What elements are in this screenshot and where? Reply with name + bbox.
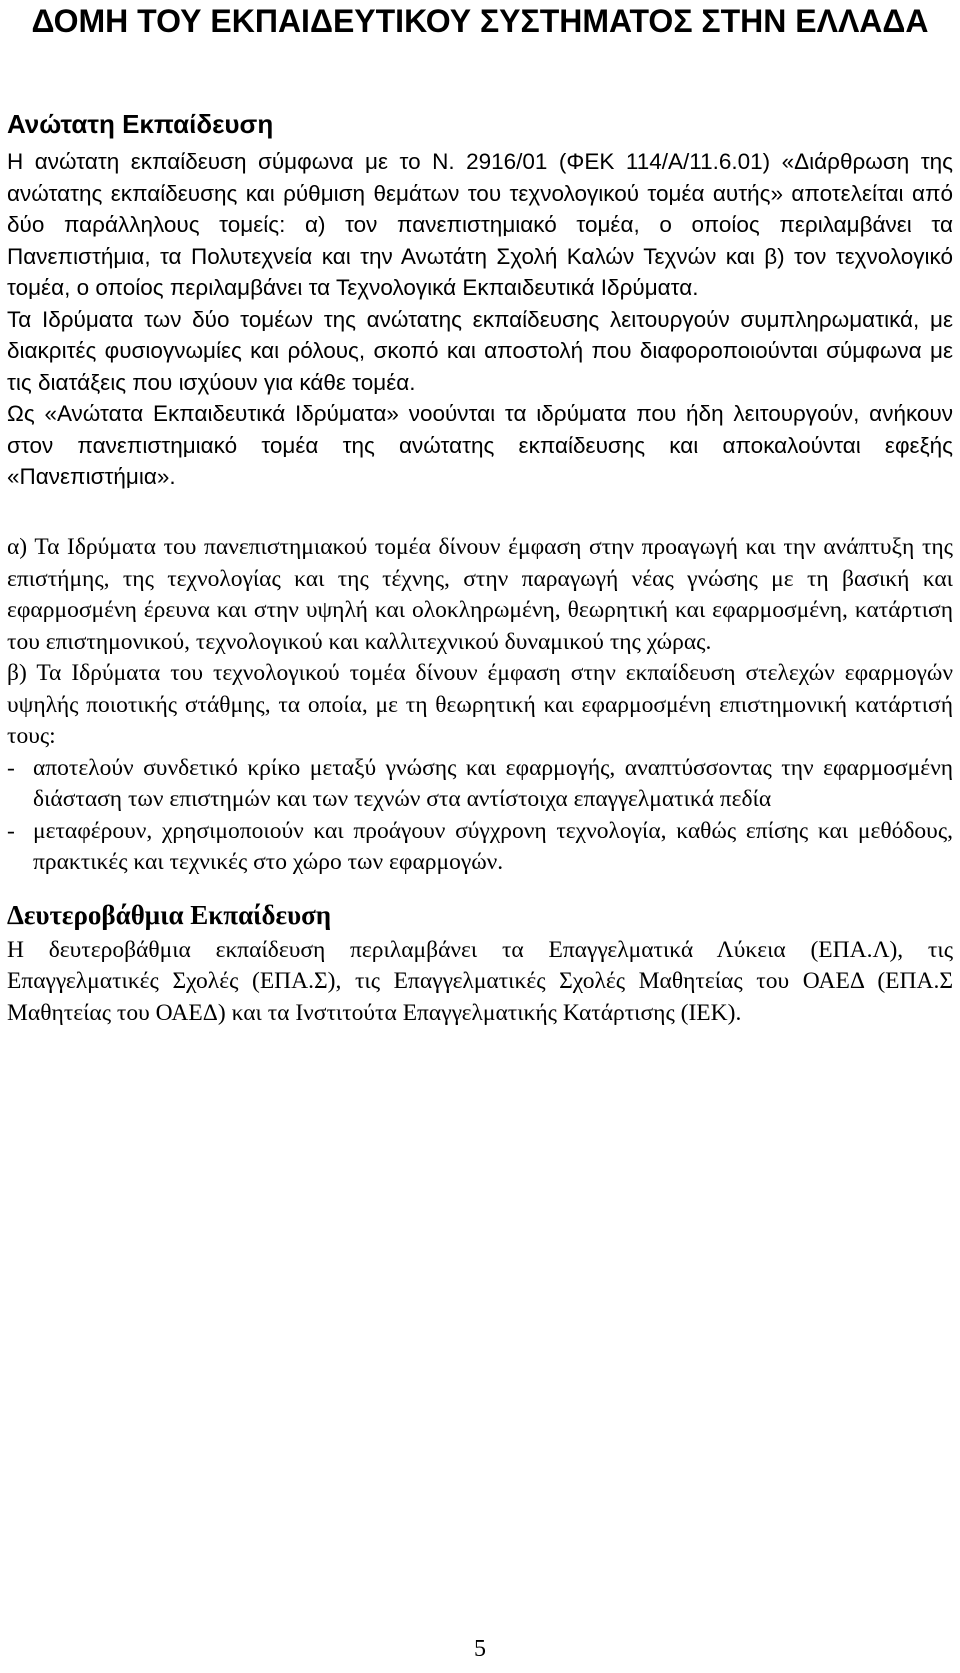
- paragraph: α) Τα Ιδρύματα του πανεπιστημιακού τομέα δίνουν έμφαση στην προαγωγή και την ανάπτυξη της επιστήμης, της τεχνολογίας και της τέχνης, στην παραγωγή νέας γνώσης με τη βασική και εφαρμοσμένη έρευνα και στην υψηλή και ολοκληρωμένη, θεωρητική και εφαρμοσμένη, κατάρτιση του επιστημονικού, τεχνολογικού και καλλιτεχνικού δυναμικού της χώρας.: [7, 534, 953, 655]
- list-item: [7, 816, 953, 879]
- paragraph: Η ανώτατη εκπαίδευση σύμφωνα με το Ν. 2916/01 (ΦΕΚ 114/Α/11.6.01) «Διάρθρωση της ανώτατης εκπαίδευσης και ρύθμιση θεμάτων του τεχνολογικού τομέα αυτής» αποτελείται από δύο παράλληλους τομείς: α) τον πανεπιστημιακό τομέα, ο οποίος περιλαμβάνει τα Πανεπιστήμια, τα Πολυτεχνεία και την Ανωτάτη Σχολή Καλών Τεχνών και β) τον τεχνολογικό τομέα, ο οποίος περιλαμβάνει τα Τεχνολογικά Εκπαιδευτικά Ιδρύματα.: [7, 149, 953, 300]
- document-title: ΔΟΜΗ ΤΟΥ ΕΚΠΑΙΔΕΥΤΙΚΟΥ ΣΥΣΤΗΜΑΤΟΣ ΣΤΗΝ ΕΛΛΑΔΑ: [31, 3, 929, 39]
- bullet-dash: -: [7, 754, 15, 781]
- paragraph: Τα Ιδρύματα των δύο τομέων της ανώτατης εκπαίδευσης λειτουργούν συμπληρωματικά, με διακριτές φυσιογνωμίες και ρόλους, σκοπό και αποστολή που διαφοροποιούνται σύμφωνα με τις διατάξεις που ισχύουν για κάθε τομέα.: [7, 306, 953, 395]
- page-number: 5: [474, 1636, 486, 1662]
- higher-education-section: [7, 108, 953, 493]
- paragraph: Η δευτεροβάθμια εκπαίδευση περιλαμβάνει τα Επαγγελματικά Λύκεια (ΕΠΑ.Λ), τις Επαγγελματικές Σχολές (ΕΠΑ.Σ), τις Επαγγελματικές Σχολές Μαθητείας του ΟΑΕΔ (ΕΠΑ.Σ Μαθητείας του ΟΑΕΔ) και τα Ινστιτούτα Επαγγελματικής Κατάρτισης (ΙΕΚ).: [7, 936, 953, 1026]
- bullet-text: μεταφέρουν, χρησιμοποιούν και προάγουν σύγχρονη τεχνολογία, καθώς επίσης και μεθόδους, πρακτικές και τεχνικές στο χώρο των εφαρμογών.: [33, 817, 953, 875]
- bullet-dash: -: [7, 817, 15, 844]
- higher-education-continued: [7, 532, 953, 1029]
- bullet-text: αποτελούν συνδετικό κρίκο μεταξύ γνώσης και εφαρμογής, αναπτύσσοντας την εφαρμοσμένη διάσταση των επιστημών και των τεχνών στα αντίστοιχα επαγγελματικά πεδία: [33, 754, 953, 812]
- section-heading-secondary-education: Δευτεροβάθμια Εκπαίδευση: [7, 899, 332, 930]
- paragraph: Ως «Ανώτατα Εκπαιδευτικά Ιδρύματα» νοούνται τα ιδρύματα που ήδη λειτουργούν, ανήκουν στον πανεπιστημιακό τομέα της ανώτατης εκπαίδευσης και αποκαλούνται εφεξής «Πανεπιστήμια».: [7, 401, 953, 489]
- paragraph: β) Τα Ιδρύματα του τεχνολογικού τομέα δίνουν έμφαση στην εκπαίδευση στελεχών εφαρμογών υψηλής ποιοτικής στάθμης, τα οποία, με τη θεωρητική και εφαρμοσμένη επιστημονική κατάρτισή τους:: [7, 660, 953, 749]
- list-item: [7, 753, 953, 816]
- bullet-list: [7, 753, 953, 879]
- section-heading-higher-education: Ανώτατη Εκπαίδευση: [7, 109, 274, 139]
